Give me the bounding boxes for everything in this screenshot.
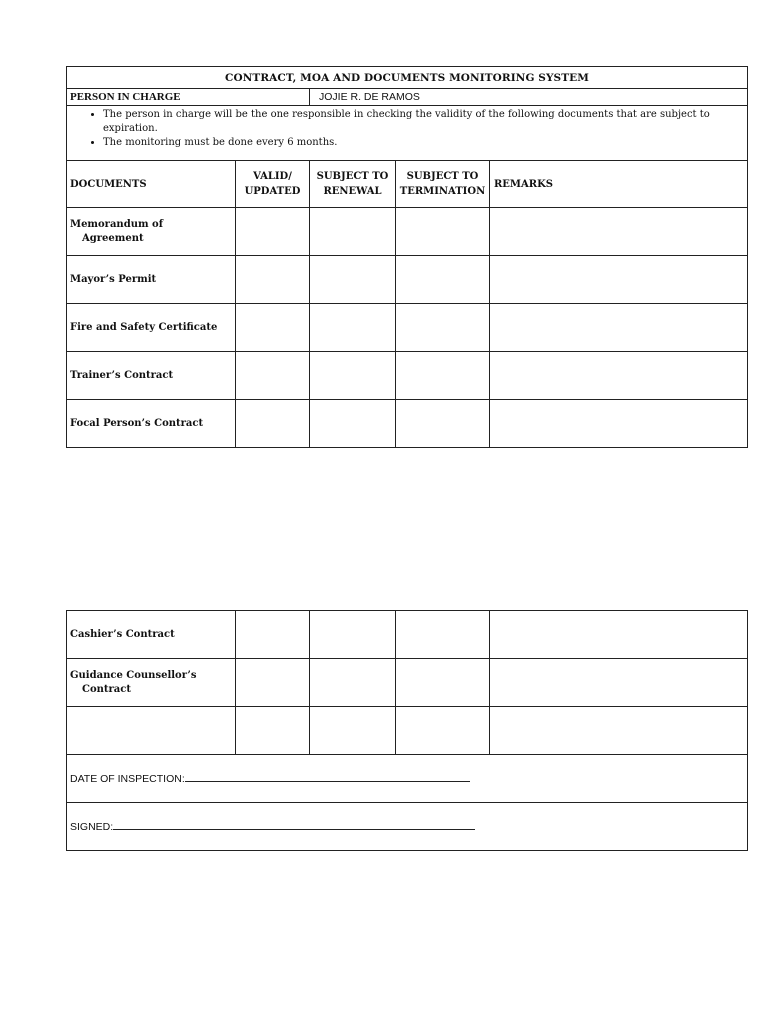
remarks-cell[interactable] (490, 304, 748, 352)
table-row (67, 659, 748, 707)
document-name-line1: Fire and Safety Certificate (70, 321, 218, 333)
date-of-inspection-label: DATE OF INSPECTION: (70, 773, 185, 785)
table-row (67, 208, 748, 256)
signed-row (67, 803, 748, 851)
signature-line[interactable] (113, 820, 475, 830)
header-documents: DOCUMENTS (67, 161, 236, 208)
termination-cell[interactable] (396, 611, 490, 659)
notes-section (67, 106, 748, 161)
remarks-cell[interactable] (490, 256, 748, 304)
date-of-inspection-line[interactable] (185, 772, 470, 782)
header-subject-to-termination (396, 161, 490, 208)
header-subject-to-renewal (310, 161, 396, 208)
header-renewal-line1: SUBJECT TO (316, 171, 389, 182)
document-name-line1: Mayor’s Permit (70, 273, 157, 285)
remarks-cell[interactable] (490, 208, 748, 256)
renewal-cell[interactable] (310, 256, 396, 304)
termination-cell[interactable] (396, 304, 490, 352)
signed-field[interactable] (67, 803, 748, 851)
termination-cell[interactable] (396, 208, 490, 256)
person-in-charge-value: JOJIE R. DE RAMOS (310, 89, 748, 106)
date-of-inspection-field[interactable] (67, 755, 748, 803)
termination-cell[interactable] (396, 352, 490, 400)
termination-cell[interactable] (396, 400, 490, 448)
table-row (67, 707, 748, 755)
monitoring-table-continued (66, 610, 748, 851)
remarks-cell[interactable] (490, 707, 748, 755)
document-name (67, 208, 236, 256)
signed-label: SIGNED: (70, 821, 114, 833)
valid-cell[interactable] (236, 304, 310, 352)
remarks-cell[interactable] (490, 352, 748, 400)
header-renewal-line2: RENEWAL (323, 186, 382, 197)
header-valid-line1: VALID/ (253, 171, 292, 182)
document-name (67, 400, 236, 448)
header-termination-line2: TERMINATION (399, 186, 486, 197)
remarks-cell[interactable] (490, 659, 748, 707)
monitoring-table (66, 66, 748, 448)
renewal-cell[interactable] (310, 707, 396, 755)
header-termination-line1: SUBJECT TO (406, 171, 479, 182)
valid-cell[interactable] (236, 400, 310, 448)
document-name-line2: Contract (82, 683, 131, 695)
document-name-line1: Trainer’s Contract (70, 369, 174, 381)
note-item: • The person in charge will be the one responsible in checking the validity of the following documents that are subject to expiration. (103, 108, 741, 136)
renewal-cell[interactable] (310, 304, 396, 352)
table-row (67, 611, 748, 659)
column-header-row (67, 161, 748, 208)
table-row (67, 352, 748, 400)
document-name (67, 256, 236, 304)
note-item: • The monitoring must be done every 6 months. (103, 136, 741, 150)
table-row (67, 256, 748, 304)
document-name (67, 304, 236, 352)
valid-cell[interactable] (236, 707, 310, 755)
document-name-line1: Memorandum of (70, 218, 163, 230)
remarks-cell[interactable] (490, 611, 748, 659)
document-name-line1: Cashier’s Contract (70, 628, 175, 640)
header-remarks: REMARKS (490, 161, 748, 208)
document-name-line1: Focal Person’s Contract (70, 417, 204, 429)
table-row (67, 304, 748, 352)
notes-list (67, 108, 741, 150)
document-name-line1: Guidance Counsellor’s (70, 669, 197, 681)
renewal-cell[interactable] (310, 352, 396, 400)
document-name (67, 659, 236, 707)
valid-cell[interactable] (236, 256, 310, 304)
remarks-cell[interactable] (490, 400, 748, 448)
termination-cell[interactable] (396, 659, 490, 707)
renewal-cell[interactable] (310, 208, 396, 256)
termination-cell[interactable] (396, 707, 490, 755)
valid-cell[interactable] (236, 659, 310, 707)
document-name-empty[interactable] (67, 707, 236, 755)
table-row (67, 400, 748, 448)
document-name-line2: Agreement (82, 232, 144, 244)
renewal-cell[interactable] (310, 659, 396, 707)
valid-cell[interactable] (236, 611, 310, 659)
form-title: CONTRACT, MOA AND DOCUMENTS MONITORING SYSTEM (67, 67, 748, 89)
renewal-cell[interactable] (310, 611, 396, 659)
termination-cell[interactable] (396, 256, 490, 304)
header-valid-updated (236, 161, 310, 208)
valid-cell[interactable] (236, 352, 310, 400)
valid-cell[interactable] (236, 208, 310, 256)
document-name (67, 611, 236, 659)
person-in-charge-label: PERSON IN CHARGE (67, 89, 310, 106)
date-of-inspection-row (67, 755, 748, 803)
renewal-cell[interactable] (310, 400, 396, 448)
header-valid-line2: UPDATED (244, 186, 301, 197)
document-name (67, 352, 236, 400)
